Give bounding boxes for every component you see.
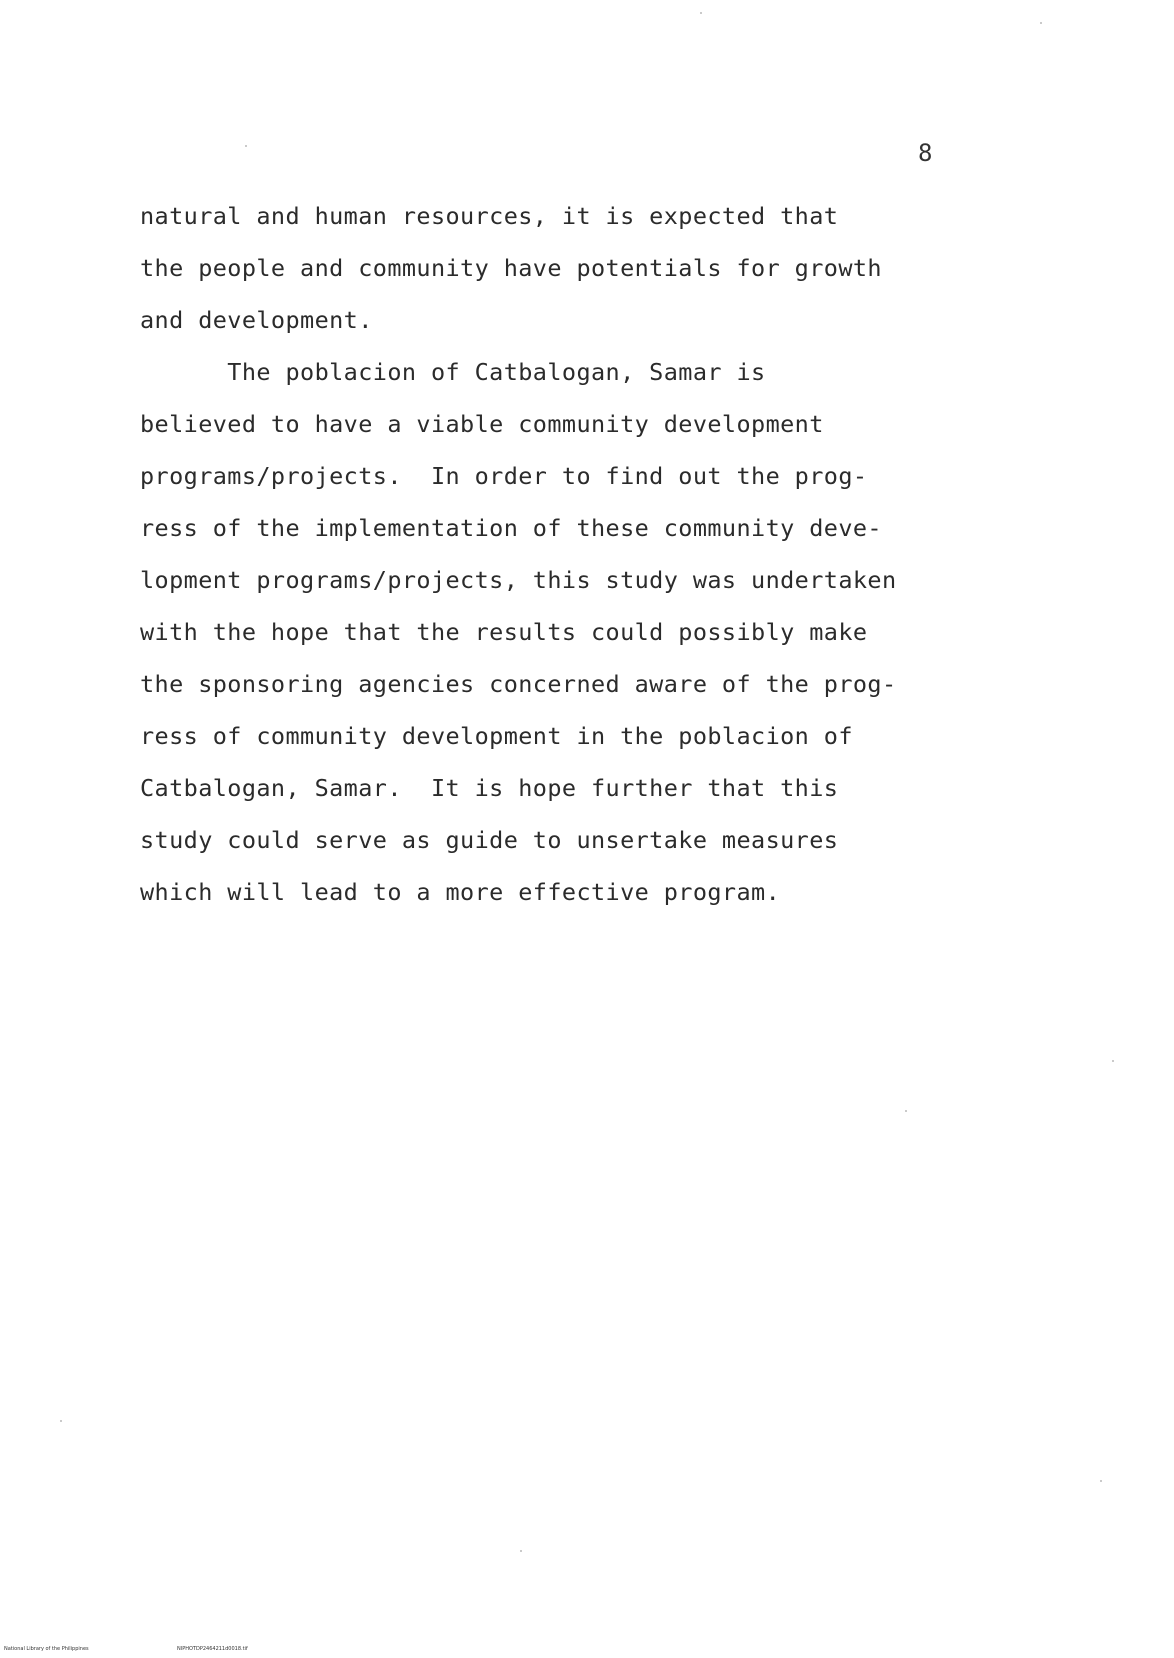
scan-speck (520, 1550, 522, 1552)
body-line: ress of the implementation of these community deve- (140, 514, 882, 542)
body-line: and development. (140, 306, 373, 334)
body-line: the sponsoring agencies concerned aware of the prog- (140, 670, 897, 698)
scan-speck (1040, 22, 1042, 24)
body-line: natural and human resources, it is expected that (140, 202, 839, 230)
body-line: programs/projects. In order to find out the prog- (140, 462, 868, 490)
scan-speck (1100, 1480, 1102, 1482)
scan-speck (700, 12, 702, 14)
scan-speck (905, 1110, 907, 1112)
scan-speck (1112, 1060, 1114, 1062)
body-line: Catbalogan, Samar. It is hope further that this (140, 774, 839, 802)
body-line: ress of community development in the poblacion of (140, 722, 853, 750)
body-line: which will lead to a more effective program. (140, 878, 781, 906)
body-line: lopment programs/projects, this study was undertaken (140, 566, 897, 594)
body-line: study could serve as guide to unsertake measures (140, 826, 839, 854)
scan-speck (245, 145, 247, 147)
scan-speck (60, 1420, 62, 1422)
body-line: with the hope that the results could possibly make (140, 618, 868, 646)
page-number: 8 (918, 139, 933, 167)
file-id-footer: NIPHOTDP2464211d0018.tif (177, 1646, 248, 1652)
body-line: believed to have a viable community development (140, 410, 824, 438)
paragraph-start-line: The poblacion of Catbalogan, Samar is (140, 358, 766, 386)
library-footer: National Library of the Philippines (4, 1646, 89, 1652)
body-line: the people and community have potentials for growth (140, 254, 882, 282)
